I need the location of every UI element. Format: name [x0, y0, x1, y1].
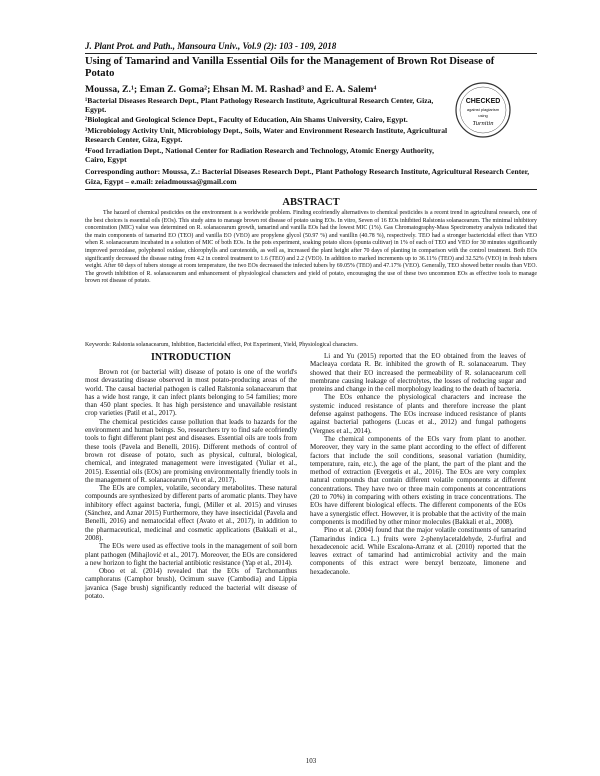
affiliation-1: ¹Bacterial Diseases Research Dept., Plant Pathology Research Institute, Agricultural Research Center, Giza, Egypt. [85, 96, 434, 115]
author-list: Moussa, Z.¹; Eman Z. Goma²; Ehsan M. M. Rashad³ and E. A. Salem⁴ [85, 84, 377, 95]
affiliation-2: ²Biological and Geological Science Dept., Faculty of Education, Ain Shams University, Cairo, Egypt. [85, 115, 408, 124]
abstract-body: The hazard of chemical pesticides on the environment is a worldwide problem. Finding ecofriendly alternatives to chemical pesticides is a recent trend in agricultural research, one of the best choices is essential oils (EOs). This study aims to manage brown rot disease of potato using EOs. In vitro, Seven of 16 EOs inhibited Ralstonia solanacearum. The minimal inhibitory concentration (MIC) value was determined on R. solanacearum growth, tamarind and vanilla EOs had the lowest MIC (1%). Gas Chromatography-Mass Spectrometry analysis indicated that the main components of tamarind EO (TEO) and vanilla EO (VEO) are propylene glycol (50.97 %) and vanillin (40.78 %), respectively. TEO had a stronger bactericidal effect than VEO when R. solanacearum incubated in a solution of MIC of both EOs. In the pots experiment, soaking potato slices (spunta cultivar) in 1% of each of TEO and VEO for 30 minutes significantly improved peroxidase, polyphenol oxidase, chlorophylls and carotenoids, as well as, increased the plant height after 70 days of planting in comparison with the control treatment. Both EOs significantly decreased the disease rating from 4.2 in control treatment to 1.6 (TEO) and 2.2 (VEO). In addition to marked increments up to 36.11% (TEO) and 32.52% (VEO) in fresh tubers weight. After 60 days of tubers storage at room temperature, the two EOs decreased the infected tubers by 69.05% (TEO) and 47.17% (VEO). Generally, TEO showed better results than VEO. The growth inhibition of R. solanacearum and enhancement of physiological characters and yield of potato, encouraging the use of these two uncommon EOs as effective tools to manage brown rot disease of potato. [85, 210, 537, 285]
abstract-heading: ABSTRACT [282, 197, 340, 208]
paragraph: Oboo et al. (2014) revealed that the EOs of Tarchonanthus camphoratus (Camphor brush), Ocimum suave (Cambodia) and Lippia javanica (Sage brush) significantly reduced the bacterial wilt disease of potato. [85, 567, 297, 601]
paragraph: The chemical components of the EOs vary from plant to another. Moreover, they vary in the same plant according to the effect of different factors that include the soil conditions, seasonal variation (humidity, temperature, rain, etc.), the age of the plant, the part of the plant and the method of extraction (Evergetis et al., 2016). The EOs are very complex natural compounds that contain different volatile components at different concentrations. They have two or three main components at concentrations (20 to 70%) in comparing with others existing in trace concentrations. The EOs have different biological effects. The different components of the EOs have a synergistic effect. However, it is probable that the activity of the main components is modified by other minor molecules (Bakkali et al., 2008). [310, 434, 526, 526]
journal-header: J. Plant Prot. and Path., Mansoura Univ., Vol.9 (2): 103 - 109, 2018 [85, 41, 337, 51]
left-column [85, 368, 297, 600]
affiliation-3: ³Microbiology Activity Unit, Microbiology Dept., Soils, Water and Environment Research Institute, Agricultural Research Center, Giza, Egypt. [85, 126, 448, 145]
paragraph: Brown rot (or bacterial wilt) disease of potato is one of the world's most devastating disease observed in most potato-producing areas of the world. The causal bacterial pathogen is called Ralstonia solanacearum that has a wide host range, it can infect plants belonging to 54 families; more than 450 plant species. It has high persistence and unavailable resistant crop varieties (Patil et al., 2017). [85, 368, 297, 418]
right-column [310, 352, 526, 576]
stamp-line-1: CHECKED [465, 98, 501, 105]
keywords: Keywords: Ralstonia solanacearum, Inhibition, Bactericidal effect, Pot Experiment, Yield, Physiological characters. [85, 342, 358, 348]
paper-title: Using of Tamarind and Vanilla Essential Oils for the Management of Brown Rot Disease of Potato [85, 56, 495, 79]
paragraph: The chemical pesticides cause pollution that leads to hazards for the environment and human beings. So, researchers try to find safe ecofriendly tools to fight different plant pest and diseases. Essential oils are tools from these tools (Pavela and Benelli, 2016). Different methods of control of brown rot disease of potato, such as physical, cultural, biological, chemical, and integrated management were investigated (Yuliar et al., 2015). Essential oils (EOs) are promising environmentally friendly tools in the management of R. solanacearum (Vu et al., 2017). [85, 417, 297, 484]
stamp-line-4: Turnitin [472, 120, 494, 127]
affiliation-4: ⁴Food Irradiation Dept., National Center for Radiation Research and Technology, Atomic Energy Authority, Cairo, Egypt [85, 146, 435, 165]
paragraph: Li and Yu (2015) reported that the EO obtained from the leaves of Macleaya cordata R. Br. inhibited the growth of R. solanacearum. They showed that their EO increased the permeability of R. solanacearum cell membrane causing leakage of electrolytes, the losses of reducing sugar and proteins and change in the cell morphology leading to the death of bacteria. [310, 352, 526, 394]
stamp-line-3: using [478, 113, 488, 118]
paragraph: The EOs are complex, volatile, secondary metabolites. These natural compounds are synthesized by different parts of aromatic plants. They have inhibitory effect against bacteria, fungi, (Miller et al. 2015) and viruses (Sánchez, and Aznar 2015) Furthermore, they have insecticidal (Pavela and Benelli, 2016) and nematocidal effect (Avato et al., 2017), in addition to the pharmaceutical, medicinal and cosmetic applications (Bakkali et al., 2008). [85, 484, 297, 542]
header-rule [85, 53, 537, 54]
stamp-line-2: against plagiarism [466, 107, 500, 112]
abstract-top-rule [85, 189, 537, 190]
paragraph: The EOs were used as effective tools in the management of soil born plant pathogen (Mihajlović et al., 2017). Moreover, the EOs are considered a new horizon to fight the bacterial antibiotic resistance (Yap et al., 2014). [85, 542, 297, 567]
introduction-heading: INTRODUCTION [150, 352, 231, 363]
corresponding-author: Corresponding author: Moussa, Z.: Bacterial Diseases Research Dept., Plant Pathology Research Institute, Agricultural Research Center, Giza, Egypt – e.mail: zeiadmoussa@gmail.com [85, 167, 530, 186]
paragraph: The EOs enhance the physiological characters and increase the systemic induced resistance of plants and therefore increase the plant defense against pathogens. The EOs increase induced resistance of plants against bacterial pathogens (Lucas et al., 2012) and fungal pathogens (Vergnes et al., 2014). [310, 393, 526, 435]
paragraph: Pino et al. (2004) found that the major volatile constituents of tamarind (Tamarindus indica L.) fruits were 2-phenylacetaldehyde, 2-furfral and hexadecenoic acid. While Escalona-Arranz et al. (2010) reported that the leaves extract of tamarind had antimicrobial activity and the main components of this extract were benzyl benzoate, limonene and hexadecanole. [310, 526, 526, 576]
plagiarism-check-stamp [454, 81, 512, 139]
page-number: 103 [305, 757, 317, 765]
